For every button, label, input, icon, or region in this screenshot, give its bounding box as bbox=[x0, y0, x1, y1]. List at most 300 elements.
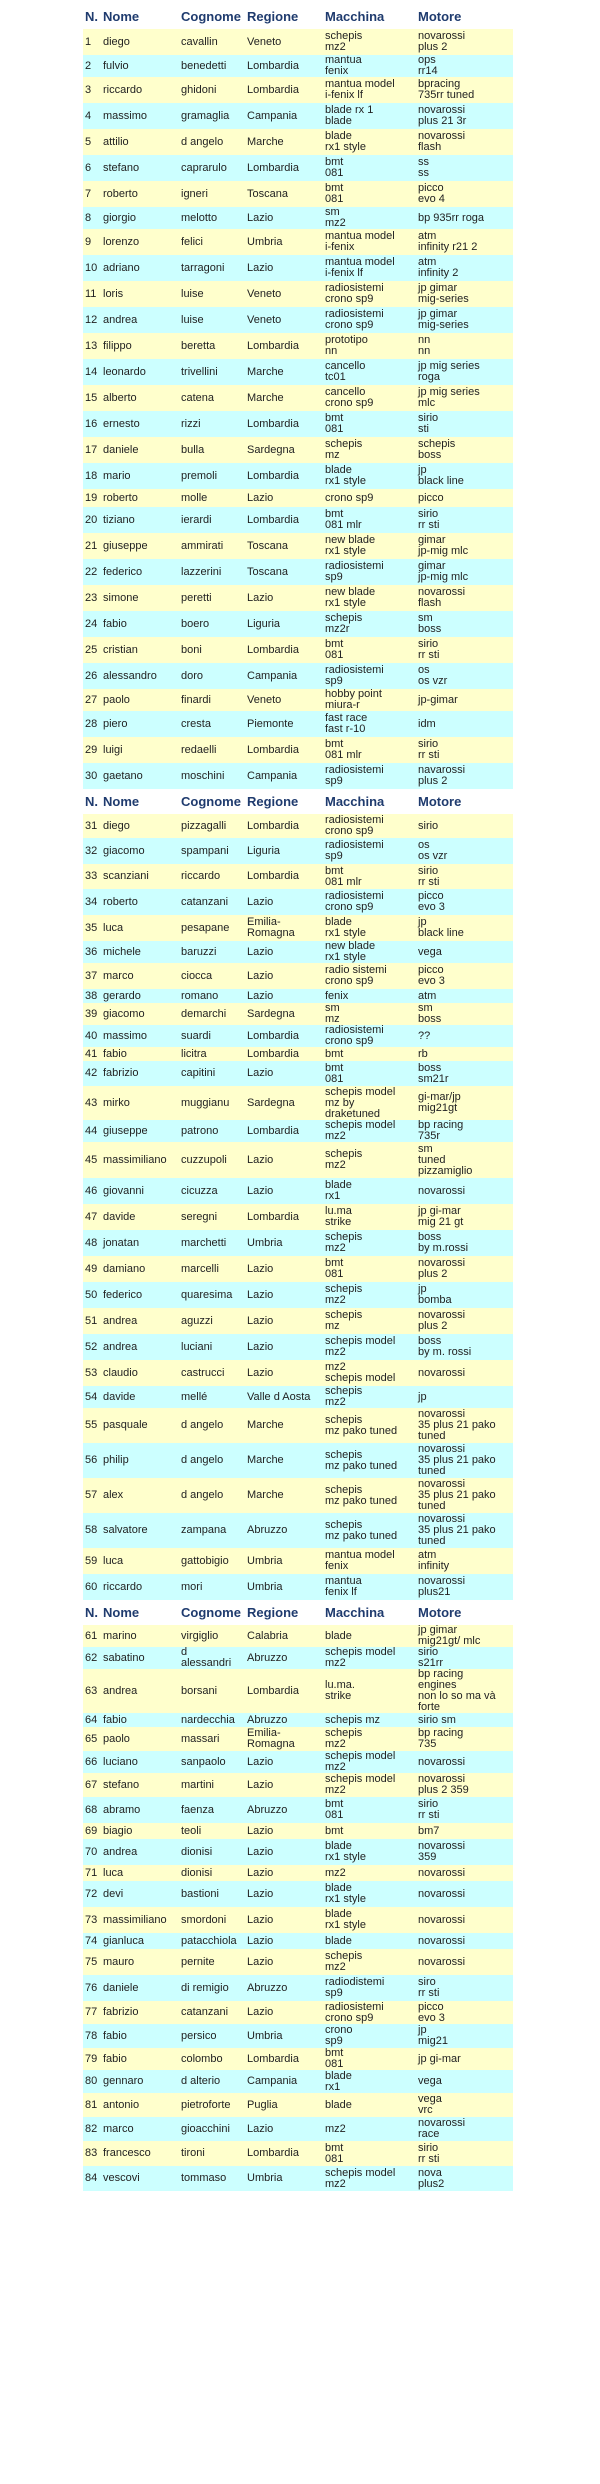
cell-cognome: d angelo bbox=[181, 135, 224, 148]
cell-regione: Umbria bbox=[247, 1580, 283, 1593]
cell-cognome: doro bbox=[181, 669, 204, 682]
cell-nome: luigi bbox=[103, 743, 123, 756]
cell-macchina: schepis model mz2 bbox=[325, 1647, 396, 1669]
cell-nome: ernesto bbox=[103, 417, 140, 430]
table-row bbox=[83, 1308, 513, 1334]
cell-regione: Lazio bbox=[247, 1067, 274, 1079]
table-row bbox=[83, 737, 513, 763]
cell-cognome: ierardi bbox=[181, 513, 212, 526]
table-row bbox=[83, 2166, 513, 2191]
cell-cognome: luciani bbox=[181, 1340, 213, 1353]
table-row bbox=[83, 1975, 513, 2001]
cell-regione: Lombardia bbox=[247, 1124, 299, 1137]
cell-motore: jp gi-mar mig 21 gt bbox=[418, 1205, 464, 1228]
table-row bbox=[83, 1823, 513, 1839]
cell-macchina: lu.ma strike bbox=[325, 1205, 352, 1228]
cell-n: 18 bbox=[85, 469, 98, 482]
cell-regione: Abruzzo bbox=[247, 1651, 288, 1664]
cell-cognome: tarragoni bbox=[181, 261, 225, 274]
table-row bbox=[83, 611, 513, 637]
column-header-regione: Regione bbox=[247, 794, 299, 809]
cell-motore: novarossi plus 21 3r bbox=[418, 104, 467, 127]
table-row bbox=[83, 1443, 513, 1478]
cell-regione: Lombardia bbox=[247, 83, 299, 96]
cell-macchina: schepis model mz by draketuned bbox=[325, 1086, 396, 1120]
cell-motore: vega bbox=[418, 2075, 442, 2087]
cell-n: 41 bbox=[85, 1047, 98, 1060]
cell-motore: novarossi bbox=[418, 1955, 466, 1968]
cell-macchina: bmt 081 bbox=[325, 412, 344, 435]
cell-nome: biagio bbox=[103, 1824, 133, 1837]
cell-macchina: mz2 bbox=[325, 1866, 346, 1879]
cell-nome: cristian bbox=[103, 643, 138, 656]
cell-motore: novarossi 35 plus 21 pako tuned bbox=[418, 1408, 496, 1442]
cell-motore: novarossi bbox=[418, 1184, 466, 1197]
cell-n: 45 bbox=[85, 1153, 98, 1166]
cell-nome: abramo bbox=[103, 1803, 141, 1816]
cell-motore: bp racing engines non lo so ma và forte bbox=[418, 1669, 496, 1713]
column-header-motore: Motore bbox=[418, 794, 462, 809]
column-header-macchina: Macchina bbox=[325, 794, 385, 809]
cell-regione: Lazio bbox=[247, 1778, 274, 1791]
cell-n: 4 bbox=[85, 109, 92, 122]
cell-regione: Umbria bbox=[247, 1236, 283, 1249]
cell-regione: Lombardia bbox=[247, 2052, 299, 2065]
cell-motore: jp gimar mig21gt/ mlc bbox=[418, 1625, 481, 1647]
table-row bbox=[83, 1949, 513, 1975]
cell-nome: federico bbox=[103, 565, 143, 578]
cell-n: 70 bbox=[85, 1845, 98, 1858]
table-row bbox=[83, 763, 513, 789]
cell-n: 74 bbox=[85, 1934, 98, 1947]
cell-motore: ops rr14 bbox=[418, 55, 438, 77]
cell-motore: novarossi plus21 bbox=[418, 1575, 466, 1598]
cell-cognome: bastioni bbox=[181, 1887, 219, 1900]
table-row bbox=[83, 941, 513, 963]
cell-macchina: radiosistemi crono sp9 bbox=[325, 282, 384, 305]
cell-n: 29 bbox=[85, 743, 98, 756]
cell-cognome: catanzani bbox=[181, 2006, 229, 2018]
cell-regione: Lazio bbox=[247, 1824, 274, 1837]
cell-motore: jp bbox=[418, 1390, 427, 1403]
cell-n: 75 bbox=[85, 1955, 98, 1968]
cell-cognome: d alessandri bbox=[181, 1647, 232, 1669]
cell-macchina: radiosistemi sp9 bbox=[325, 839, 384, 862]
cell-n: 37 bbox=[85, 969, 98, 982]
cell-n: 26 bbox=[85, 669, 98, 682]
cell-macchina: schepis mz bbox=[325, 438, 363, 461]
cell-motore: bm7 bbox=[418, 1824, 440, 1837]
table-row bbox=[83, 989, 513, 1003]
cell-regione: Lombardia bbox=[247, 819, 299, 832]
cell-n: 35 bbox=[85, 921, 98, 934]
table-row bbox=[83, 689, 513, 711]
cell-motore: picco bbox=[418, 491, 444, 504]
table-row bbox=[83, 437, 513, 463]
cell-motore: nova plus2 bbox=[418, 2166, 445, 2190]
cell-motore: jp mig series roga bbox=[418, 360, 480, 383]
cell-motore: os os vzr bbox=[418, 839, 448, 862]
cell-nome: giuseppe bbox=[103, 1124, 148, 1137]
cell-macchina: radiosistemi crono sp9 bbox=[325, 2001, 384, 2024]
cell-motore: sirio sti bbox=[418, 412, 439, 435]
cell-cognome: martini bbox=[181, 1778, 215, 1791]
cell-motore: sirio rr sti bbox=[418, 1798, 440, 1821]
cell-macchina: prototipo nn bbox=[325, 334, 368, 357]
cell-motore: idm bbox=[418, 717, 436, 730]
table-row bbox=[83, 2117, 513, 2141]
cell-macchina: schepis mz2 bbox=[325, 1950, 363, 1973]
cell-n: 78 bbox=[85, 2029, 98, 2042]
cell-motore: sirio rr sti bbox=[418, 864, 440, 888]
cell-regione: Veneto bbox=[247, 693, 282, 706]
cell-n: 77 bbox=[85, 2006, 98, 2018]
cell-motore: novarossi 35 plus 21 pako tuned bbox=[418, 1443, 496, 1477]
cell-regione: Abruzzo bbox=[247, 1713, 288, 1726]
cell-nome: adriano bbox=[103, 261, 140, 274]
cell-regione: Lombardia bbox=[247, 870, 299, 882]
cell-macchina: hobby point miura-r bbox=[325, 689, 382, 711]
cell-cognome: mori bbox=[181, 1580, 203, 1593]
cell-regione: Lombardia bbox=[247, 417, 299, 430]
table-row bbox=[83, 489, 513, 507]
cell-macchina: radiosistemi crono sp9 bbox=[325, 814, 384, 837]
table-row bbox=[83, 1513, 513, 1548]
cell-n: 84 bbox=[85, 2172, 98, 2184]
cell-nome: loris bbox=[103, 287, 124, 300]
cell-cognome: bulla bbox=[181, 443, 205, 456]
table-row bbox=[83, 1797, 513, 1823]
column-header-nome: Nome bbox=[103, 1605, 140, 1620]
cell-cognome: suardi bbox=[181, 1029, 211, 1042]
cell-cognome: persico bbox=[181, 2029, 217, 2042]
cell-cognome: finardi bbox=[181, 693, 211, 706]
cell-n: 11 bbox=[85, 287, 97, 300]
cell-motore: gi-mar/jp mig21gt bbox=[418, 1091, 461, 1114]
table-row bbox=[83, 1178, 513, 1204]
cell-regione: Lazio bbox=[247, 1845, 274, 1858]
cell-motore: sirio rr sti bbox=[418, 508, 440, 531]
cell-nome: marco bbox=[103, 969, 134, 982]
column-header-n: N. bbox=[85, 9, 98, 24]
cell-regione: Piemonte bbox=[247, 717, 294, 730]
cell-macchina: schepis mz2 bbox=[325, 1727, 363, 1750]
cell-motore: jp black line bbox=[418, 916, 464, 939]
cell-regione: Marche bbox=[247, 1454, 284, 1466]
cell-macchina: radiosistemi crono sp9 bbox=[325, 308, 384, 331]
cell-motore: nn nn bbox=[418, 334, 431, 357]
cell-n: 7 bbox=[85, 187, 92, 200]
cell-cognome: igneri bbox=[181, 187, 208, 200]
cell-cognome: melotto bbox=[181, 211, 218, 224]
cell-motore: novarossi bbox=[418, 1887, 466, 1900]
table-row bbox=[83, 1865, 513, 1881]
column-header-macchina: Macchina bbox=[325, 9, 385, 24]
cell-motore: novarossi bbox=[418, 1913, 466, 1926]
table-row bbox=[83, 55, 513, 77]
cell-n: 36 bbox=[85, 945, 98, 958]
cell-cognome: riccardo bbox=[181, 870, 221, 882]
cell-n: 25 bbox=[85, 643, 98, 656]
cell-nome: gennaro bbox=[103, 2075, 144, 2087]
cell-cognome: smordoni bbox=[181, 1913, 227, 1926]
cell-motore: novarossi plus 2 bbox=[418, 1257, 466, 1280]
cell-macchina: bmt 081 bbox=[325, 2141, 344, 2165]
cell-macchina: schepis mz2 bbox=[325, 1231, 363, 1254]
cell-cognome: d angelo bbox=[181, 1419, 224, 1431]
cell-macchina: new blade rx1 style bbox=[325, 941, 376, 963]
cell-n: 66 bbox=[85, 1755, 98, 1768]
cell-regione: Lombardia bbox=[247, 1047, 299, 1060]
table-row bbox=[83, 838, 513, 864]
cell-n: 10 bbox=[85, 261, 98, 274]
table-row bbox=[83, 1727, 513, 1751]
cell-cognome: demarchi bbox=[181, 1007, 227, 1020]
cell-regione: Valle d Aosta bbox=[247, 1390, 311, 1403]
cell-cognome: cicuzza bbox=[181, 1184, 218, 1197]
table-row bbox=[83, 1086, 513, 1120]
cell-regione: Lazio bbox=[247, 591, 274, 604]
cell-nome: gaetano bbox=[103, 769, 143, 782]
cell-motore: rb bbox=[418, 1047, 428, 1060]
cell-n: 80 bbox=[85, 2075, 98, 2087]
cell-regione: Lazio bbox=[247, 895, 274, 908]
cell-macchina: bmt 081 bbox=[325, 1798, 344, 1821]
table-row bbox=[83, 1061, 513, 1086]
cell-n: 8 bbox=[85, 211, 92, 224]
cell-regione: Marche bbox=[247, 1419, 284, 1431]
cell-n: 30 bbox=[85, 769, 98, 782]
cell-motore: bp 935rr roga bbox=[418, 211, 485, 224]
cell-n: 59 bbox=[85, 1554, 98, 1567]
cell-cognome: moschini bbox=[181, 769, 225, 782]
cell-nome: vescovi bbox=[103, 2172, 140, 2184]
cell-regione: Lazio bbox=[247, 1887, 274, 1900]
cell-n: 83 bbox=[85, 2147, 98, 2159]
cell-nome: roberto bbox=[103, 895, 138, 908]
table-row bbox=[83, 1003, 513, 1025]
cell-regione: Abruzzo bbox=[247, 1803, 288, 1816]
cell-macchina: bmt 081 bbox=[325, 2048, 344, 2070]
column-header-cognome: Cognome bbox=[181, 794, 241, 809]
cell-regione: Lazio bbox=[247, 2006, 274, 2018]
cell-cognome: ammirati bbox=[181, 539, 224, 552]
cell-nome: massimiliano bbox=[103, 1913, 167, 1926]
cell-motore: picco evo 3 bbox=[418, 2001, 445, 2024]
table-row bbox=[83, 1204, 513, 1230]
cell-motore: bp racing 735r bbox=[418, 1120, 464, 1142]
cell-motore: gimar jp-mig mlc bbox=[418, 534, 469, 557]
cell-n: 53 bbox=[85, 1366, 98, 1379]
cell-cognome: marchetti bbox=[181, 1236, 227, 1249]
table-row bbox=[83, 411, 513, 437]
table-row bbox=[83, 814, 513, 838]
cell-n: 47 bbox=[85, 1210, 98, 1223]
cell-nome: federico bbox=[103, 1288, 143, 1301]
cell-regione: Liguria bbox=[247, 617, 281, 630]
cell-motore: novarossi 35 plus 21 pako tuned bbox=[418, 1478, 496, 1512]
cell-motore: sirio bbox=[418, 819, 439, 832]
cell-motore: novarossi plus 2 bbox=[418, 1309, 466, 1332]
table-row bbox=[83, 963, 513, 989]
cell-motore: jp-gimar bbox=[418, 693, 458, 706]
cell-regione: Sardegna bbox=[247, 1096, 295, 1109]
table-row bbox=[83, 103, 513, 129]
cell-cognome: colombo bbox=[181, 2052, 223, 2065]
cell-regione: Veneto bbox=[247, 35, 282, 48]
cell-n: 61 bbox=[85, 1629, 98, 1642]
cell-regione: Puglia bbox=[247, 2098, 278, 2111]
cell-motore: sirio sm bbox=[418, 1713, 456, 1726]
cell-n: 44 bbox=[85, 1124, 98, 1137]
cell-n: 71 bbox=[85, 1866, 98, 1879]
cell-macchina: bmt 081 mlr bbox=[325, 738, 362, 761]
table-header bbox=[83, 4, 513, 29]
cell-cognome: spampani bbox=[181, 844, 229, 857]
cell-motore: ?? bbox=[418, 1029, 431, 1042]
table-row bbox=[83, 1907, 513, 1933]
cell-macchina: blade rx1 style bbox=[325, 1882, 366, 1905]
cell-nome: stefano bbox=[103, 1778, 140, 1791]
cell-cognome: boni bbox=[181, 643, 202, 656]
cell-nome: giacomo bbox=[103, 1007, 145, 1020]
cell-nome: marco bbox=[103, 2122, 134, 2135]
column-header-motore: Motore bbox=[418, 9, 462, 24]
cell-cognome: catena bbox=[181, 391, 215, 404]
table-row bbox=[83, 915, 513, 941]
cell-nome: marino bbox=[103, 1629, 137, 1642]
cell-cognome: premoli bbox=[181, 469, 218, 482]
cell-motore: boss sm21r bbox=[418, 1061, 449, 1085]
cell-regione: Campania bbox=[247, 669, 298, 682]
column-header-cognome: Cognome bbox=[181, 9, 241, 24]
cell-motore: schepis boss bbox=[418, 438, 456, 461]
cell-regione: Lazio bbox=[247, 1755, 274, 1768]
cell-motore: jp mig21 bbox=[418, 2024, 448, 2047]
cell-nome: andrea bbox=[103, 1314, 138, 1327]
cell-n: 62 bbox=[85, 1651, 98, 1664]
cell-cognome: teoli bbox=[181, 1824, 202, 1837]
cell-nome: damiano bbox=[103, 1262, 146, 1275]
cell-regione: Lazio bbox=[247, 491, 274, 504]
cell-nome: massimo bbox=[103, 1029, 148, 1042]
cell-motore: bp racing 735 bbox=[418, 1727, 464, 1750]
cell-motore: novarossi flash bbox=[418, 586, 466, 609]
cell-nome: davide bbox=[103, 1390, 136, 1403]
cell-n: 31 bbox=[85, 819, 98, 832]
column-header-n: N. bbox=[85, 794, 98, 809]
cell-nome: massimo bbox=[103, 109, 148, 122]
cell-motore: picco evo 3 bbox=[418, 964, 445, 987]
cell-n: 32 bbox=[85, 844, 98, 857]
cell-cognome: dionisi bbox=[181, 1866, 213, 1879]
cell-nome: diego bbox=[103, 819, 130, 832]
cell-macchina: new blade rx1 style bbox=[325, 586, 376, 609]
cell-nome: piero bbox=[103, 717, 128, 730]
table-row bbox=[83, 463, 513, 489]
cell-motore: novarossi bbox=[418, 1366, 466, 1379]
cell-cognome: redaelli bbox=[181, 743, 217, 756]
cell-nome: giuseppe bbox=[103, 539, 148, 552]
cell-nome: attilio bbox=[103, 135, 129, 148]
cell-macchina: sm mz2 bbox=[325, 207, 346, 229]
cell-nome: fulvio bbox=[103, 59, 129, 72]
table-row bbox=[83, 1713, 513, 1727]
cell-n: 20 bbox=[85, 513, 98, 526]
cell-n: 6 bbox=[85, 161, 92, 174]
table-row bbox=[83, 359, 513, 385]
table-row bbox=[83, 229, 513, 255]
cell-regione: Lombardia bbox=[247, 469, 299, 482]
cell-n: 9 bbox=[85, 235, 92, 248]
cell-motore: novarossi bbox=[418, 1934, 466, 1947]
cell-cognome: boero bbox=[181, 617, 210, 630]
cell-nome: andrea bbox=[103, 1340, 138, 1353]
table-row bbox=[83, 1025, 513, 1047]
cell-regione: Lazio bbox=[247, 1866, 274, 1879]
cell-regione: Campania bbox=[247, 2075, 298, 2087]
cell-macchina: schepis mz2 bbox=[325, 30, 363, 53]
cell-regione: Marche bbox=[247, 365, 284, 378]
cell-regione: Umbria bbox=[247, 2172, 283, 2184]
table-row bbox=[83, 585, 513, 611]
cell-regione: Toscana bbox=[247, 539, 288, 552]
cell-macchina: schepis mz2 bbox=[325, 1148, 363, 1171]
cell-macchina: blade rx1 style bbox=[325, 464, 366, 487]
cell-nome: luca bbox=[103, 921, 124, 934]
cell-regione: Lazio bbox=[247, 945, 274, 958]
cell-macchina: cancello crono sp9 bbox=[325, 386, 374, 409]
cell-cognome: tommaso bbox=[181, 2172, 227, 2184]
cell-motore: gimar jp-mig mlc bbox=[418, 560, 469, 583]
table-row bbox=[83, 255, 513, 281]
cell-nome: mario bbox=[103, 469, 131, 482]
cell-nome: claudio bbox=[103, 1366, 138, 1379]
cell-macchina: blade bbox=[325, 2098, 352, 2111]
cell-motore: vega bbox=[418, 945, 442, 958]
cell-motore: jp gi-mar bbox=[418, 2052, 461, 2065]
cell-regione: Liguria bbox=[247, 844, 281, 857]
cell-nome: luca bbox=[103, 1554, 124, 1567]
cell-motore: bpracing 735rr tuned bbox=[418, 78, 475, 101]
cell-cognome: aguzzi bbox=[181, 1314, 213, 1327]
cell-regione: Lombardia bbox=[247, 339, 299, 352]
cell-n: 13 bbox=[85, 339, 98, 352]
cell-cognome: cavallin bbox=[181, 35, 218, 48]
column-header-n: N. bbox=[85, 1605, 98, 1620]
cell-macchina: blade rx1 bbox=[325, 2070, 352, 2093]
cell-regione: Lombardia bbox=[247, 2147, 299, 2159]
cell-regione: Lazio bbox=[247, 1913, 274, 1926]
cell-regione: Abruzzo bbox=[247, 1524, 288, 1536]
cell-motore: novarossi 359 bbox=[418, 1840, 466, 1863]
cell-macchina: mantua fenix bbox=[325, 55, 362, 77]
cell-cognome: d angelo bbox=[181, 1454, 224, 1466]
cell-macchina: radiosistemi crono sp9 bbox=[325, 890, 384, 913]
table-row bbox=[83, 129, 513, 155]
cell-macchina: bmt 081 bbox=[325, 182, 344, 205]
cell-cognome: luise bbox=[181, 287, 204, 300]
cell-cognome: benedetti bbox=[181, 59, 227, 72]
cell-n: 14 bbox=[85, 365, 98, 378]
table-row bbox=[83, 1360, 513, 1386]
cell-n: 27 bbox=[85, 693, 98, 706]
table-row bbox=[83, 1839, 513, 1865]
cell-nome: paolo bbox=[103, 1732, 130, 1745]
cell-cognome: luise bbox=[181, 313, 204, 326]
cell-regione: Marche bbox=[247, 1489, 284, 1501]
cell-macchina: bmt 081 bbox=[325, 1061, 344, 1085]
